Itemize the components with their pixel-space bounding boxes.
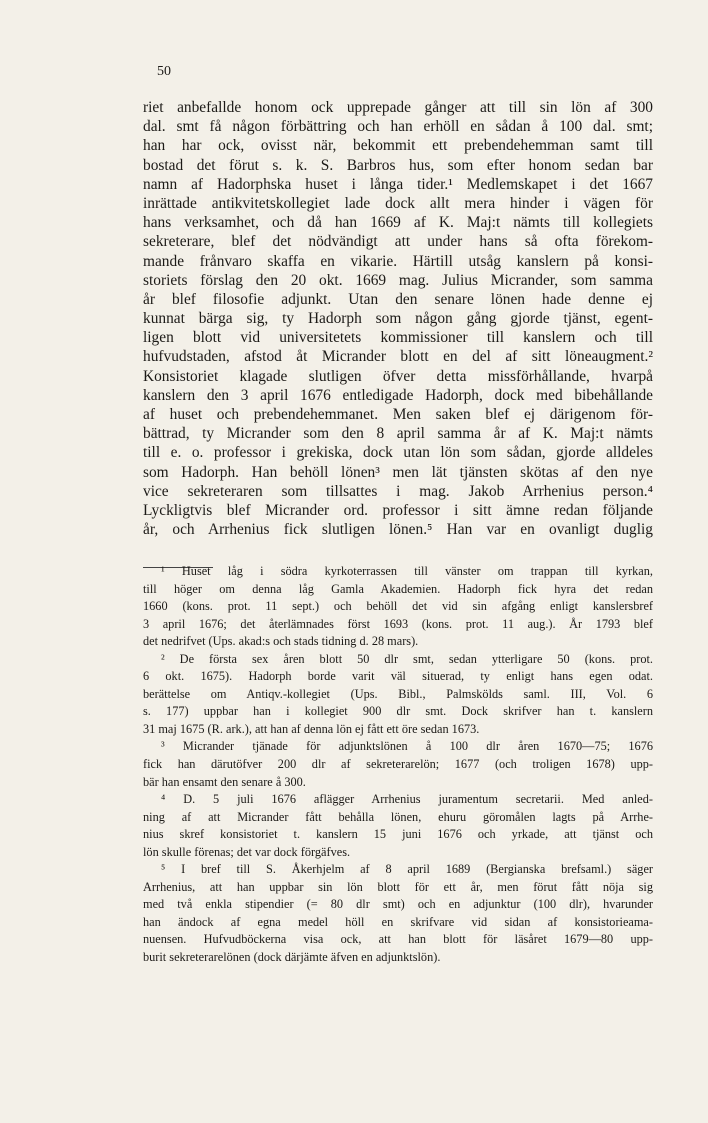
body-line: han har ock, ovisst när, bekommit ett prebendehemman samt till [143,137,653,155]
footnote-1-line: 3 april 1676; det återlämnades först 1693 (kons. prot. 11 aug.). År 1793 blef [143,616,653,631]
footnote-5-line: ⁵ I bref till S. Åkerhjelm af 8 april 1689 (Bergianska brefsaml.) säger [161,862,653,877]
body-line: af huset och prebendehemmanet. Men saken blef ej därigenom för- [143,406,653,423]
body-line: Konsistoriet klagade slutligen öfver detta missförhållande, hvarpå [143,367,653,385]
body-line: hans verksamhet, och då han 1669 af K. Maj:t nämts till kollegiets [143,214,653,232]
footnote-5-line: burit sekreterarelönen (dock därjämte äfven en adjunktslön). [143,950,441,965]
footnote-4-line: ning af att Micrander fått behålla lönen, ehuru göromålen lagts på Arrhe- [143,809,653,824]
body-line: år, och Arrhenius fick slutligen lönen.⁵ Han var en ovanligt duglig [143,521,653,539]
body-line: namn af Hadorphska huset i långa tider.¹ Medlemskapet i det 1667 [143,175,653,193]
footnote-4-line: ⁴ D. 5 juli 1676 aflägger Arrhenius juramentum secretarii. Med anled- [161,792,653,807]
footnote-2-line: ² De första sex åren blott 50 dlr smt, sedan ytterligare 50 (kons. prot. [161,651,653,666]
footnote-5-line: Arrhenius, att han uppbar sin lön blott för ett år, men förut fått nöja sig [143,879,653,894]
body-line: bostad det förut s. k. S. Barbros hus, som efter honom sedan bar [143,156,653,174]
body-line: vice sekreteraren som tillsattes i mag. Jakob Arrhenius person.⁴ [143,482,653,500]
body-line: år blef filosofie adjunkt. Utan den senare lönen hade denne ej [143,290,653,308]
footnote-2-line: berättelse om Antiqv.-kollegiet (Ups. Bibl., Palmskölds saml. III, Vol. 6 [143,686,653,701]
footnote-5-line: nuensen. Hufvudböckerna visa ock, att han blott för läsåret 1679—80 upp- [143,932,653,947]
footnote-2-line: s. 177) uppbar han i kollegiet 900 dlr smt. Dock skrifver han t. kanslern [143,704,653,719]
body-line: ligen blott vid universitetets kommissioner till kanslern och till [143,329,653,347]
footnote-4-line: lön skulle förenas; det var dock förgäfves. [143,844,351,859]
page-number: 50 [157,64,171,79]
footnote-1-line: det nedrifvet (Ups. akad:s och stads tidning d. 28 mars). [143,634,419,649]
body-line: till e. o. professor i grekiska, dock utan lön som sådan, gjorde alldeles [143,444,653,462]
body-line: Lyckligtvis blef Micrander ord. professor i sitt ämne redan följande [143,501,653,519]
body-line: mande frånvaro skaffa en vikarie. Härtill utsåg kanslern på konsi- [143,252,653,270]
footnote-1-line: till höger om denna låg Gamla Akademien. Hadorph fick hyra det redan [143,581,653,596]
footnote-2-line: 31 maj 1675 (R. ark.), att han af denna lön ej fått ett öre sedan 1673. [143,721,480,736]
footnotes [143,563,653,967]
footnote-5-line: med två enkla stipendier (= 80 dlr smt) och en adjunktur (100 dlr), hvarunder [143,897,653,912]
footnote-2-line: 6 okt. 1675). Hadorph borde varit väl situerad, ty enligt hans egen odat. [143,669,653,684]
body-line: som Hadorph. Han behöll lönen³ men lät tjänsten skötas af den nye [143,463,653,481]
body-line: kunnat bärga sig, ty Hadorph som någon gång gjorde tjänst, egent- [143,310,653,328]
body-line: riet anbefallde honom ock upprepade gånger att till sin lön af 300 [143,99,653,116]
body-line: kanslern den 3 april 1676 entledigade Hadorph, dock med bibehållande [143,386,653,404]
body-line: bättrad, ty Micrander som den 8 april samma år af K. Maj:t nämts [143,425,653,443]
body-line: inrättade antikvitetskollegiet lade dock allt mera hinder i vägen för [143,194,653,212]
body-line: sekreterare, blef det nödvändigt att under hans så ofta förekom- [143,233,653,251]
footnote-1-line: 1660 (kons. prot. 11 sept.) och behöll det vid sin afgång enligt kanslersbref [143,599,653,614]
body-line: hufvudstaden, afstod åt Micrander blott en del af sitt löneaugment.² [143,348,653,366]
footnote-1-line: ¹ Huset låg i södra kyrkoterrassen till vänster om trappan till kyrkan, [161,564,653,578]
footnote-3-line: fick han därutöfver 200 dlr af sekreterarelön; 1677 (och troligen 1678) upp- [143,757,653,772]
footnote-3-line: bär han ensamt den senare å 300. [143,774,306,789]
footnote-5-line: han ändock af egna medel höll en skrifvare vid sidan af konsistorieama- [143,914,653,929]
footnote-4-line: nius skref konsistoriet t. kanslern 15 juni 1676 och yrkade, att tjänst och [143,827,653,842]
footnote-3-line: ³ Micrander tjänade för adjunktslönen å 100 dlr åren 1670—75; 1676 [161,739,653,754]
body-text [143,98,653,539]
body-line: dal. smt få någon förbättring och han erhöll en sådan å 100 dal. smt; [143,118,653,136]
body-line: storiets förslag den 20 okt. 1669 mag. Julius Micrander, som samma [143,271,653,289]
